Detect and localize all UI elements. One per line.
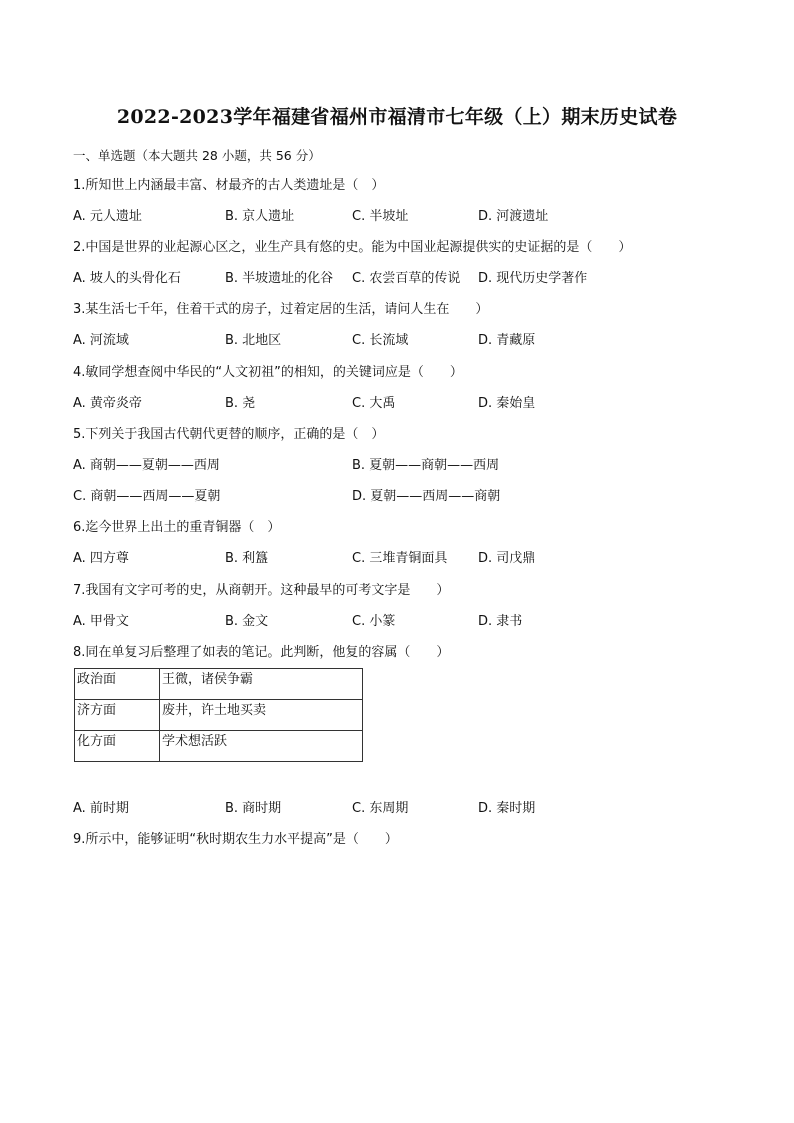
table-cell: 学术想活跃 bbox=[160, 731, 363, 762]
table-cell: 废井，许土地买卖 bbox=[160, 700, 363, 731]
question-6-option-a: A. 四方尊 bbox=[73, 551, 129, 566]
question-7-option-c: C. 小篆 bbox=[352, 614, 396, 629]
question-1-option-c: C. 半坡址 bbox=[352, 209, 409, 224]
question-5-option-c: C. 商朝——西周——夏朝 bbox=[73, 489, 221, 504]
question-4-option-b: B. 尧 bbox=[225, 396, 256, 411]
question-2-option-a: A. 坡人的头骨化石 bbox=[73, 271, 181, 286]
question-8-option-c: C. 东周期 bbox=[352, 801, 409, 816]
section-heading: 一、单选题（本大题共 28 小题，共 56 分） bbox=[73, 148, 321, 163]
question-8-option-d: D. 秦时期 bbox=[478, 801, 536, 816]
question-6-option-b: B. 利簋 bbox=[225, 551, 269, 566]
table-row bbox=[75, 669, 363, 700]
question-7-option-b: B. 金文 bbox=[225, 614, 269, 629]
notes-table bbox=[74, 668, 363, 762]
question-7-option-a: A. 甲骨文 bbox=[73, 614, 129, 629]
question-2-option-b: B. 半坡遗址的化谷 bbox=[225, 271, 334, 286]
question-7-stem: 7.我国有文字可考的史，从商朝开。这种最早的可考文字是 ） bbox=[73, 583, 450, 598]
question-3-option-d: D. 青藏原 bbox=[478, 333, 536, 348]
question-5-option-d: D. 夏朝——西周——商朝 bbox=[352, 489, 501, 504]
question-3-option-a: A. 河流域 bbox=[73, 333, 129, 348]
table-cell: 济方面 bbox=[75, 700, 160, 731]
question-4-option-d: D. 秦始皇 bbox=[478, 396, 536, 411]
table-cell: 化方面 bbox=[75, 731, 160, 762]
question-2-stem: 2.中国是世界的业起源心区之，业生产具有悠的史。能为中国业起源提供实的史证据的是（ ） bbox=[73, 240, 632, 255]
question-6-option-c: C. 三堆青铜面具 bbox=[352, 551, 448, 566]
question-5-stem: 5.下列关于我国古代朝代更替的顺序，正确的是（ ） bbox=[73, 427, 385, 442]
question-1-option-b: B. 京人遗址 bbox=[225, 209, 295, 224]
question-2-option-d: D. 现代历史学著作 bbox=[478, 271, 588, 286]
table-cell: 王微，诸侯争霸 bbox=[160, 669, 363, 700]
question-3-option-c: C. 长流域 bbox=[352, 333, 409, 348]
question-1-option-a: A. 元人遗址 bbox=[73, 209, 142, 224]
question-1-option-d: D. 河渡遗址 bbox=[478, 209, 549, 224]
question-2-option-c: C. 农尝百草的传说 bbox=[352, 271, 461, 286]
question-8-option-a: A. 前时期 bbox=[73, 801, 129, 816]
question-3-stem: 3.某生活七千年，住着干式的房子，过着定居的生活，请问人生在 ） bbox=[73, 302, 489, 317]
question-8-option-b: B. 商时期 bbox=[225, 801, 282, 816]
exam-title: 2022-2023学年福建省福州市福清市七年级（上）期末历史试卷 bbox=[116, 106, 678, 128]
table-row bbox=[75, 731, 363, 762]
question-4-option-a: A. 黄帝炎帝 bbox=[73, 396, 142, 411]
question-6-option-d: D. 司戊鼎 bbox=[478, 551, 536, 566]
question-5-option-b: B. 夏朝——商朝——西周 bbox=[352, 458, 500, 473]
question-8-stem: 8.同在单复习后整理了如表的笔记。此判断，他复的容属（ ） bbox=[73, 645, 450, 660]
question-5-option-a: A. 商朝——夏朝——西周 bbox=[73, 458, 220, 473]
table-cell: 政治面 bbox=[75, 669, 160, 700]
question-4-option-c: C. 大禹 bbox=[352, 396, 396, 411]
question-1-stem: 1.所知世上内涵最丰富、材最齐的古人类遗址是（ ） bbox=[73, 178, 385, 193]
question-6-stem: 6.迄今世界上出土的重青铜器（ ） bbox=[73, 520, 281, 535]
table-row bbox=[75, 700, 363, 731]
question-3-option-b: B. 北地区 bbox=[225, 333, 282, 348]
question-4-stem: 4.敏同学想查阅中华民的“人文初祖”的相知，的关键词应是（ ） bbox=[73, 365, 463, 380]
question-9-stem: 9.所示中，能够证明“秋时期农生力水平提高”是（ ） bbox=[73, 832, 398, 847]
question-7-option-d: D. 隶书 bbox=[478, 614, 523, 629]
